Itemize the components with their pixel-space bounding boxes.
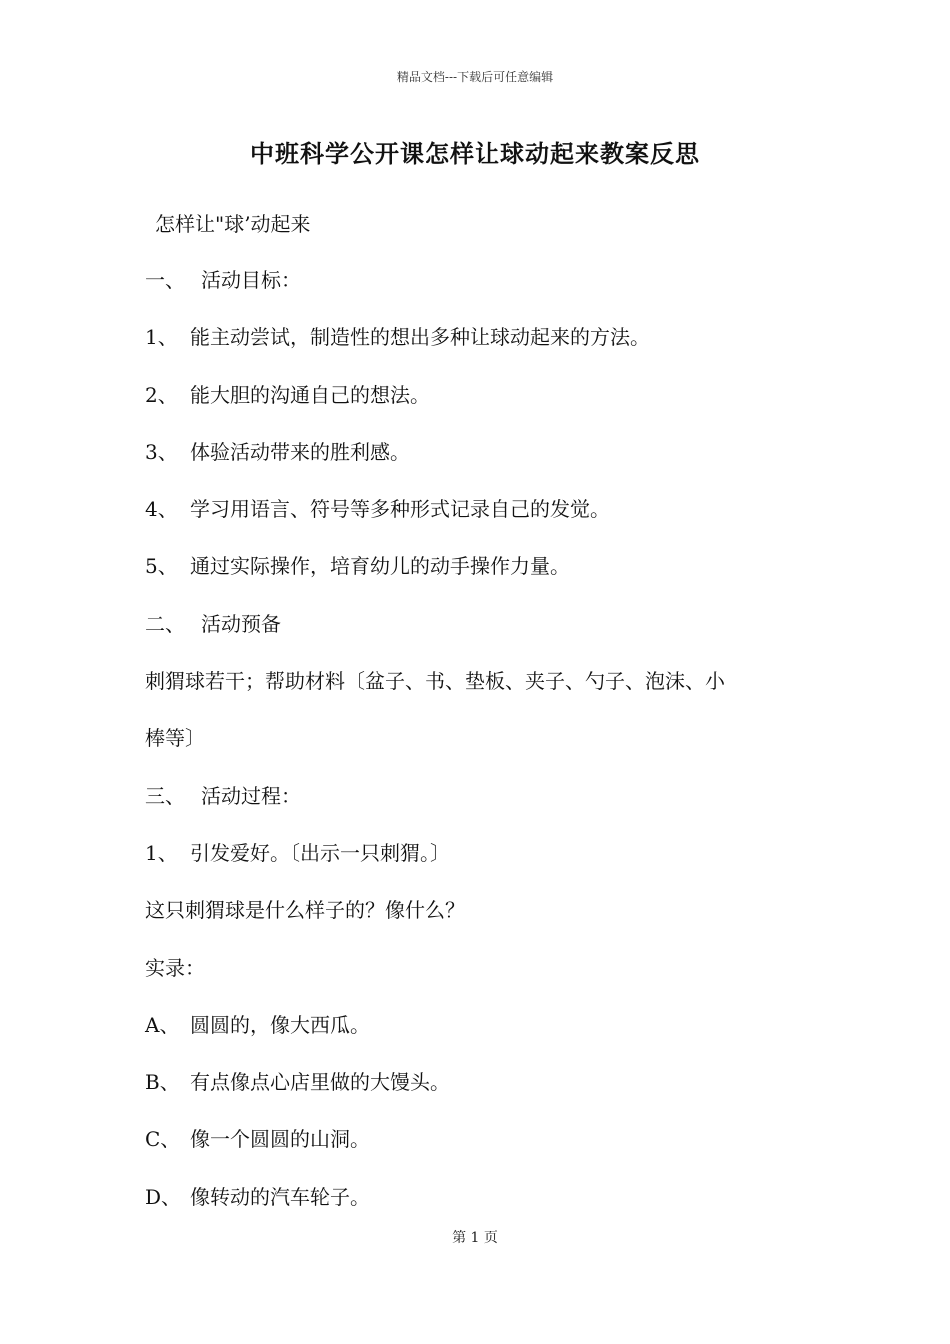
list-item [145, 481, 825, 538]
line-number: 3、 [145, 439, 178, 464]
line-text: 活动过程： [201, 783, 301, 808]
line-number: 5、 [145, 554, 178, 579]
line-number: 二、 [145, 611, 185, 636]
line-text: 实录： [145, 955, 205, 980]
document-body [145, 252, 825, 1226]
list-item [145, 1111, 825, 1168]
line-text: 有点像点心店里做的大馒头。 [190, 1070, 450, 1095]
line-number: 4、 [145, 497, 178, 522]
list-item [145, 538, 825, 595]
line-text: 活动目标： [201, 268, 301, 292]
line-text: 像转动的汽车轮子。 [190, 1184, 370, 1209]
section-heading-process [145, 768, 825, 825]
paragraph-line [145, 882, 825, 939]
line-text: 棒等〕 [145, 726, 205, 751]
line-number: B、 [145, 1070, 180, 1095]
line-number: D、 [145, 1184, 182, 1209]
list-item [145, 1169, 825, 1226]
line-text: 活动预备 [201, 611, 281, 636]
page-number: 第 1 页 [452, 1230, 498, 1246]
section-heading-preparation [145, 596, 825, 653]
list-item [145, 1054, 825, 1111]
page-header: 精品文档---下载后可任意编辑 [396, 70, 554, 84]
line-number: A、 [145, 1012, 180, 1037]
line-number: 一、 [145, 268, 185, 292]
line-text: 体验活动带来的胜利感。 [190, 439, 410, 464]
list-item [145, 997, 825, 1054]
line-number: C、 [145, 1127, 181, 1152]
paragraph-line [145, 710, 825, 767]
line-text: 圆圆的，像大西瓜。 [190, 1012, 370, 1037]
line-number: 三、 [145, 783, 185, 808]
line-text: 通过实际操作，培育幼儿的动手操作力量。 [190, 554, 570, 579]
line-text: 引发爱好。〔出示一只刺猬。〕 [190, 840, 450, 865]
document-subtitle: 怎样让"球’动起来 [155, 212, 311, 236]
line-text: 学习用语言、符号等多种形式记录自己的发觉。 [190, 497, 610, 522]
document-title: 中班科学公开课怎样让球动起来教案反思 [250, 139, 700, 168]
section-heading-goals [145, 252, 825, 309]
line-text: 这只刺猬球是什么样子的？像什么？ [145, 898, 465, 923]
list-item [145, 367, 825, 424]
paragraph-line [145, 653, 825, 710]
list-item [145, 424, 825, 481]
line-text: 刺猬球若干；帮助材料〔盆子、书、垫板、夹子、勺子、泡沫、小 [145, 669, 725, 694]
list-item [145, 309, 825, 366]
list-item [145, 825, 825, 882]
line-number: 1、 [145, 840, 178, 865]
line-text: 能大胆的沟通自己的想法。 [190, 382, 430, 407]
line-text: 能主动尝试，制造性的想出多种让球动起来的方法。 [190, 325, 650, 350]
paragraph-line [145, 940, 825, 997]
line-number: 2、 [145, 382, 178, 407]
line-text: 像一个圆圆的山洞。 [190, 1127, 370, 1152]
line-number: 1、 [145, 325, 178, 350]
